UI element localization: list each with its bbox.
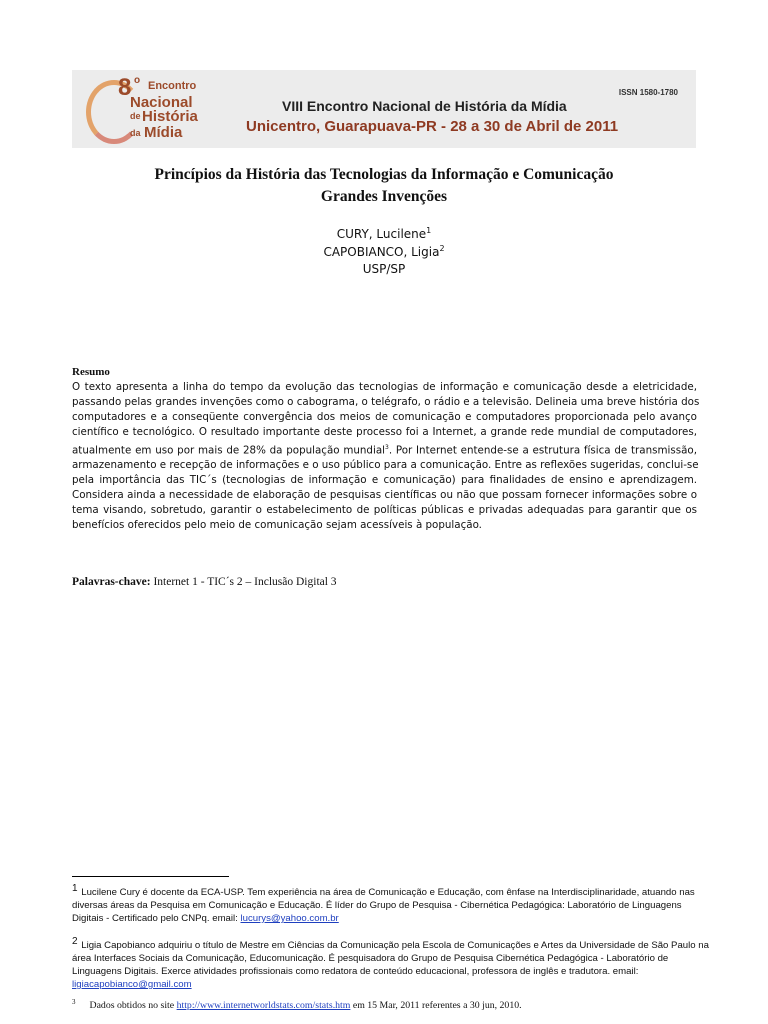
abstract-line: científico e tecnológico. O resultado importante deste processo foi a Internet, a grande rede mundial de computadores, — [72, 426, 697, 438]
logo-line-4a: da — [130, 128, 141, 138]
abstract-line: O texto apresenta a linha do tempo da evolução das tecnologias de informação e comunicação desde a eletricidade, — [72, 381, 697, 393]
paper-title-line-1: Princípios da História das Tecnologias da Informação e Comunicação — [154, 166, 614, 183]
event-place-date: Unicentro, Guarapuava-PR - 28 a 30 de Abril de 2011 — [246, 118, 619, 135]
event-logo — [86, 74, 236, 146]
conference-banner — [72, 70, 696, 148]
abstract-line-part: atualmente em uso por mais de 28% da população mundial — [72, 444, 385, 457]
footnote-3 — [72, 998, 522, 1011]
abstract-body — [72, 380, 700, 533]
footnote-3-mark: 3 — [72, 998, 76, 1006]
abstract-line: tema visando, sobretudo, garantir o estabelecimento de políticas públicas e privadas adequadas para garantir que os — [72, 504, 697, 517]
author-2 — [0, 244, 768, 259]
footnote-2-text: Ligia Capobianco adquiriu o título de Mestre em Ciências da Comunicação pela Escola de Comunicações e Artes da Universidade de São Paulo na área Interfaces Sociais da Comunicação, Educomunicação. É pesquisadora do Grupo de Pesquisa Cibernética Pedagógica - Laboratório de Linguagens Digitais. Exerce atividades profissionais como redatora de conteúdo educacional, professora de inglês e tradutora. email: — [72, 940, 709, 977]
footnote-1-mark: 1 — [72, 883, 78, 894]
abstract-line: armazenamento e recepção de informações e o uso público para a comunicação. Entre as reflexões sugeridas, conclui-se — [72, 459, 699, 472]
author-1-footnote-mark[interactable]: 1 — [426, 226, 432, 235]
abstract-line-with-ref — [72, 440, 697, 458]
keywords — [72, 576, 337, 588]
logo-line-1: Encontro — [148, 80, 197, 92]
abstract-line: computadores e a conseqüente convergência dos meios de comunicação e computadores proporcionada pelo avanço — [72, 411, 697, 423]
abstract-line: pela importância das TIC´s (tecnologias de informação e comunicação) para finalidades de ensino e aprendizagem. — [72, 474, 697, 487]
footnote-3-suffix: em 15 Mar, 2011 referentes a 30 jun, 2010. — [350, 1000, 522, 1011]
issn-label: ISSN 1580-1780 — [618, 88, 678, 97]
footnote-1-email-link[interactable]: lucurys@yahoo.com.br — [240, 913, 339, 924]
author-1-name: CURY, Lucilene — [336, 227, 427, 241]
abstract-line: passando pelas grandes invenções como o cabograma, o telégrafo, o rádio e a televisão. Delineia uma breve história dos — [72, 396, 700, 408]
footnote-2-email-link[interactable]: ligiacapobianco@gmail.com — [72, 979, 192, 990]
affiliation: USP/SP — [362, 262, 406, 276]
footnote-2-mark: 2 — [72, 936, 78, 947]
logo-number: 8 — [118, 74, 132, 101]
paper-title-line-2: Grandes Invenções — [320, 188, 448, 205]
abstract-line: benefícios oferecidos pelo meio de comunicação sejam acessíveis à população. — [72, 519, 482, 532]
footnote-3-prefix: Dados obtidos no site — [89, 1000, 177, 1011]
author-1 — [0, 226, 768, 241]
abstract-heading: Resumo — [72, 366, 110, 378]
footnote-3-url-link[interactable]: http://www.internetworldstats.com/stats.htm — [176, 1000, 351, 1011]
footnote-2 — [72, 935, 712, 991]
logo-line-3a: de — [130, 111, 141, 121]
keywords-label: Palavras-chave: — [72, 576, 151, 588]
footnote-1-text: Lucilene Cury é docente da ECA-USP. Tem experiência na área de Comunicação e Educação, com ênfase na Interdisciplinaridade, atuando nas diversas áreas da Pesquisa em Comunicação e Educação. É líder do Grupo de Pesquisa - Cibernética Pedagógica: Laboratório de Linguagens Digitais - Certificado pelo CNPq. email: — [72, 887, 695, 924]
logo-line-3b: História — [142, 108, 198, 125]
author-2-name: CAPOBIANCO, Ligia — [323, 245, 440, 259]
abstract-line-part: . Por Internet entende-se a estrutura física de transmissão, — [388, 444, 697, 457]
event-title: VIII Encontro Nacional de História da Mídia — [282, 98, 567, 114]
footnote-1 — [72, 882, 712, 925]
logo-ordinal: o — [134, 75, 141, 86]
logo-line-2: Nacional — [130, 94, 193, 111]
abstract-line: Considera ainda a necessidade de elaboração de pesquisas científicas ou não que possam fornecer informações sobre o — [72, 489, 697, 502]
keywords-text: Internet 1 - TIC´s 2 – Inclusão Digital 3 — [153, 576, 337, 588]
abstract-footnote-ref[interactable]: 3 — [385, 444, 389, 451]
logo-line-4b: Mídia — [144, 124, 183, 141]
footnote-separator — [72, 876, 229, 877]
author-2-footnote-mark[interactable]: 2 — [439, 244, 445, 253]
